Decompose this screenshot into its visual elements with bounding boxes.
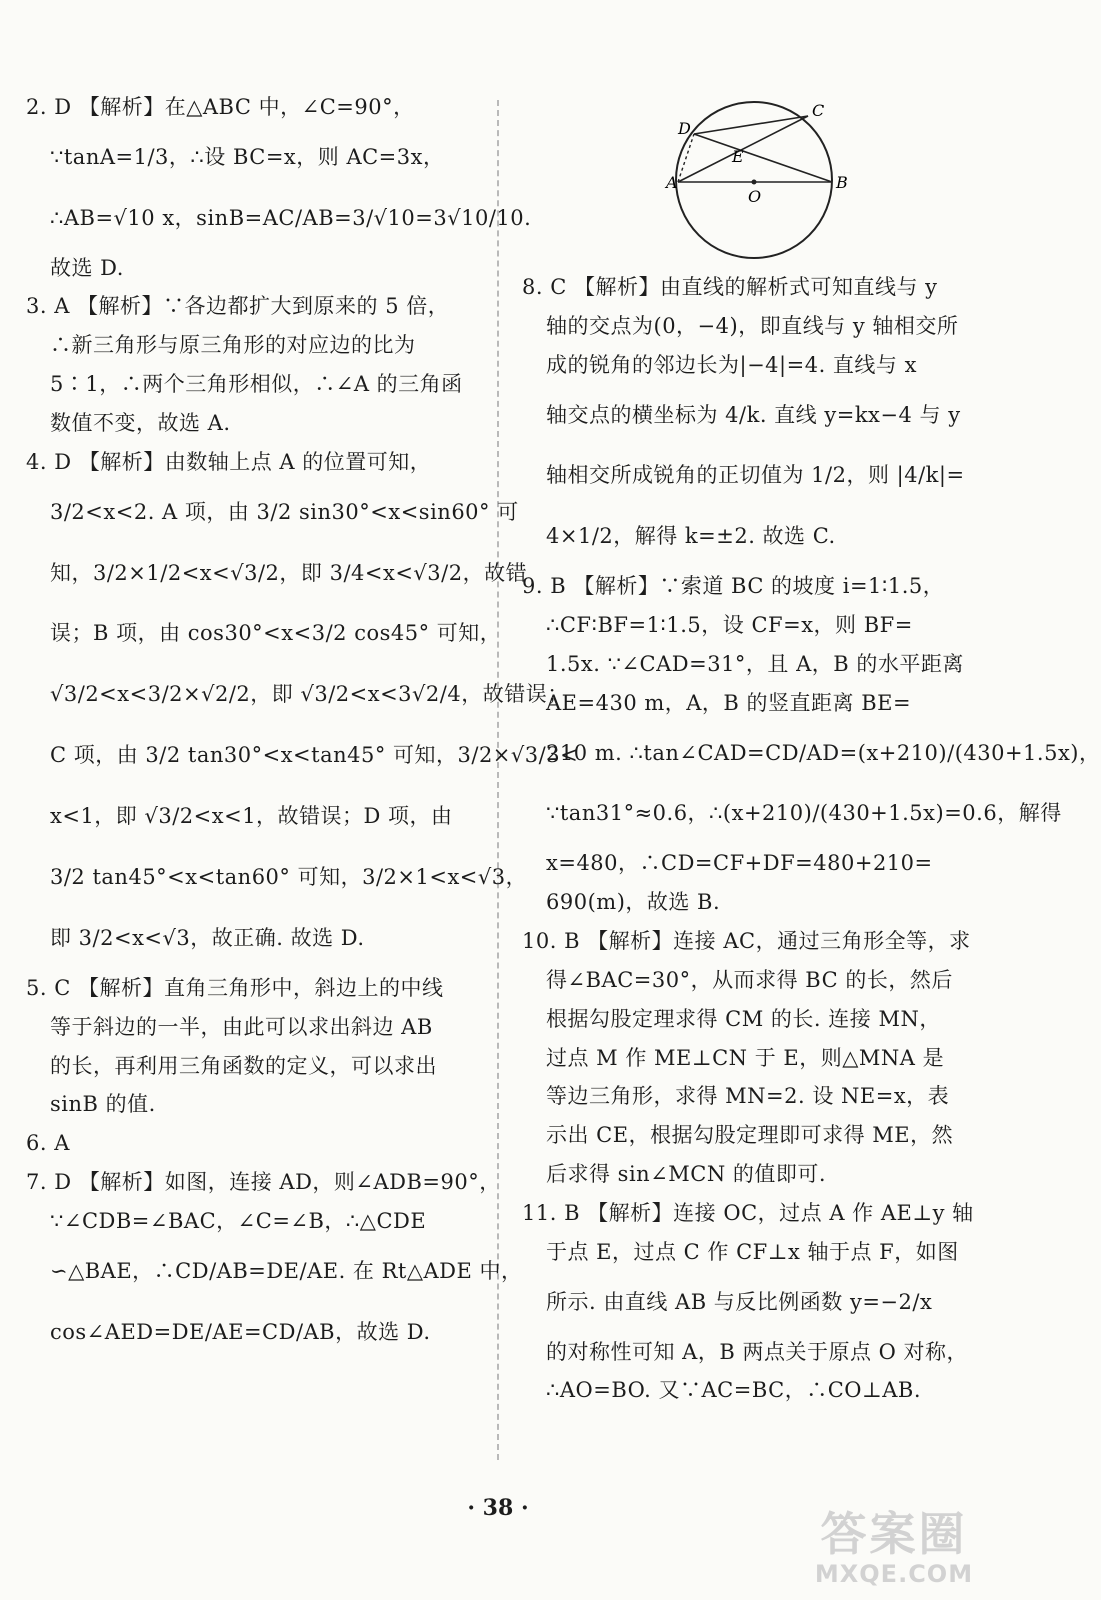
label-c: C: [812, 101, 825, 120]
answer-10-line: 得∠BAC=30°，从而求得 BC 的长，然后: [546, 967, 953, 992]
answer-3-line: 5∶1，∴两个三角形相似，∴∠A 的三角函: [50, 372, 463, 397]
answer-4-line: √3/2<x<3/2×√2/2，即 √3/2<x<3√2/4，故错误；: [50, 682, 569, 707]
watermark-url: MXQE.COM: [814, 1560, 974, 1588]
answer-4-line: 知，3/2×1/2<x<√3/2，即 3/4<x<√3/2，故错: [50, 560, 528, 585]
answer-3-line: 3. A 【解析】∵各边都扩大到原来的 5 倍，: [26, 294, 450, 319]
answer-9-line: 1.5x. ∵∠CAD=31°，且 A，B 的水平距离: [546, 651, 964, 676]
label-o: O: [748, 187, 762, 206]
answer-4-line: 4. D 【解析】由数轴上点 A 的位置可知，: [26, 449, 432, 474]
answer-8-line: 成的锐角的邻边长为|−4|=4. 直线与 x: [546, 352, 917, 377]
answer-11-line: 于点 E，过点 C 作 CF⊥x 轴于点 F，如图: [546, 1239, 959, 1264]
answer-9-line: ∴CF∶BF=1∶1.5，设 CF=x，则 BF=: [546, 613, 913, 638]
label-a: A: [666, 173, 678, 192]
label-d: D: [678, 119, 691, 138]
answer-10-line: 后求得 sin∠MCN 的值即可.: [546, 1162, 827, 1187]
answer-8-line: 轴相交所成锐角的正切值为 1/2，则 |4/k|=: [546, 463, 965, 488]
answer-2-line: 2. D 【解析】在△ABC 中，∠C=90°，: [26, 95, 415, 119]
answer-8-line: 轴的交点为(0，−4)，即直线与 y 轴相交所: [546, 313, 959, 338]
answer-6-line: 6. A: [26, 1131, 70, 1156]
answer-2-line: ∵tanA=1/3，∴设 BC=x，则 AC=3x，: [50, 144, 445, 169]
chord-db: [694, 134, 832, 182]
watermark-logo: 答案圈: [820, 1507, 968, 1562]
answer-7-line: ∽△BAE，∴CD/AB=DE/AE. 在 Rt△ADE 中，: [50, 1258, 523, 1283]
answer-5-line: sinB 的值.: [50, 1092, 156, 1117]
answer-10-line: 示出 CE，根据勾股定理即可求得 ME，然: [546, 1123, 954, 1148]
answer-11-line: 的对称性可知 A，B 两点关于原点 O 对称，: [546, 1339, 969, 1364]
answer-9-line: x=480，∴CD=CF+DF=480+210=: [546, 851, 933, 876]
answer-3-line: 数值不变，故选 A.: [50, 411, 231, 435]
answer-9-line: ∵tan31°≈0.6，∴(x+210)/(430+1.5x)=0.6，解得: [546, 801, 1062, 826]
answer-4-line: 3/2 tan45°<x<tan60° 可知，3/2×1<x<√3，: [50, 865, 528, 890]
watermark: [806, 1509, 982, 1588]
answer-11-line: ∴AO=BO. 又∵AC=BC，∴CO⊥AB.: [546, 1378, 922, 1403]
circle-geometry-figure: [668, 96, 848, 262]
answer-8-line: 8. C 【解析】由直线的解析式可知直线与 y: [522, 275, 938, 299]
answer-11-line: 11. B 【解析】连接 OC，过点 A 作 AE⊥y 轴: [522, 1200, 974, 1225]
answer-7-line: 7. D 【解析】如图，连接 AD，则∠ADB=90°，: [26, 1170, 501, 1195]
answer-5-line: 5. C 【解析】直角三角形中，斜边上的中线: [26, 975, 444, 1000]
answer-4-line: 误；B 项，由 cos30°<x<3/2 cos45° 可知，: [50, 621, 502, 646]
answer-2-line: 故选 D.: [50, 255, 124, 280]
answer-4-line: x<1，即 √3/2<x<1，故错误；D 项，由: [50, 804, 453, 829]
answer-5-line: 的长，再利用三角函数的定义，可以求出: [50, 1053, 437, 1078]
answer-10-line: 10. B 【解析】连接 AC，通过三角形全等，求: [522, 929, 971, 954]
answer-11-line: 所示. 由直线 AB 与反比例函数 y=−2/x: [546, 1289, 933, 1314]
answer-2-line: ∴AB=√10 x，sinB=AC/AB=3/√10=3√10/10.: [50, 205, 532, 230]
answer-8-line: 轴交点的横坐标为 4/k. 直线 y=kx−4 与 y: [546, 402, 961, 427]
label-b: B: [836, 173, 848, 192]
answer-4-line: C 项，由 3/2 tan30°<x<tan45° 可知，3/2×√3/3<: [50, 743, 579, 768]
answer-9-line: 210 m. ∴tan∠CAD=CD/AD=(x+210)/(430+1.5x)，: [546, 740, 1101, 765]
answer-7-line: ∵∠CDB=∠BAC，∠C=∠B，∴△CDE: [50, 1208, 427, 1233]
answer-7-line: cos∠AED=DE/AE=CD/AB，故选 D.: [50, 1319, 431, 1344]
page-number: · 38 ·: [467, 1495, 529, 1521]
answer-9-line: 690(m)，故选 B.: [546, 890, 721, 915]
answer-9-line: AE=430 m，A，B 的竖直距离 BE=: [546, 690, 912, 715]
answer-10-line: 等边三角形，求得 MN=2. 设 NE=x，表: [546, 1084, 950, 1109]
answer-4-line: 即 3/2<x<√3，故正确. 故选 D.: [50, 925, 365, 950]
label-e: E: [732, 147, 744, 166]
answer-3-line: ∴新三角形与原三角形的对应边的比为: [50, 333, 416, 358]
answer-8-line: 4×1/2，解得 k=±2. 故选 C.: [546, 524, 836, 549]
answer-9-line: 9. B 【解析】∵索道 BC 的坡度 i=1∶1.5，: [522, 574, 945, 599]
center-point: [752, 180, 757, 185]
answer-10-line: 根据勾股定理求得 CM 的长. 连接 MN，: [546, 1006, 941, 1031]
right-column: [522, 268, 1101, 1410]
answer-5-line: 等于斜边的一半，由此可以求出斜边 AB: [50, 1014, 433, 1039]
answer-10-line: 过点 M 作 ME⊥CN 于 E，则△MNA 是: [546, 1045, 945, 1070]
answer-4-line: 3/2<x<2. A 项，由 3/2 sin30°<x<sin60° 可: [50, 499, 519, 524]
left-column: [26, 88, 579, 1363]
